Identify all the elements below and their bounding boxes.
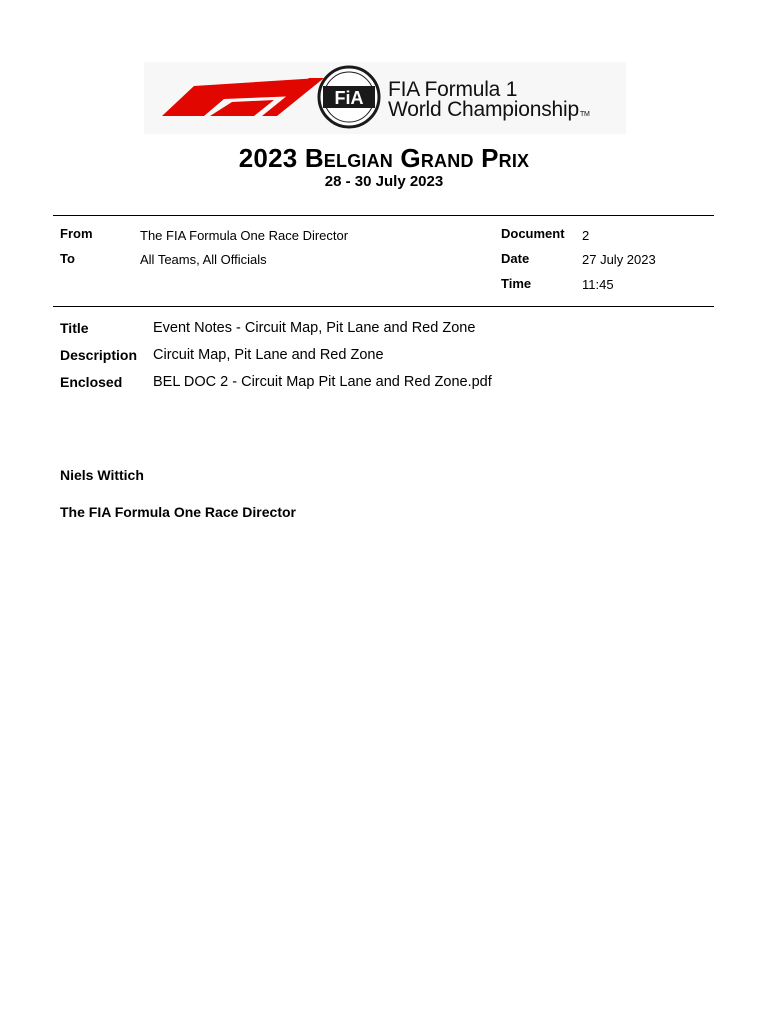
to-value: All Teams, All Officials bbox=[140, 252, 267, 267]
signatory-name: Niels Wittich bbox=[60, 467, 144, 483]
bottom-divider bbox=[53, 306, 714, 307]
document-value: 2 bbox=[582, 228, 590, 243]
enclosed-value: BEL DOC 2 - Circuit Map Pit Lane and Red Zone.pdf bbox=[153, 374, 492, 390]
event-year: 2023 bbox=[238, 143, 298, 173]
document-label: Document bbox=[501, 226, 565, 241]
title-value: Event Notes - Circuit Map, Pit Lane and Red Zone bbox=[153, 320, 476, 336]
date-label: Date bbox=[501, 251, 530, 266]
to-label: To bbox=[60, 251, 75, 266]
fia-seal-icon bbox=[319, 67, 379, 127]
f1-championship-logo bbox=[144, 62, 626, 134]
event-name: Belgian Grand Prix bbox=[304, 143, 530, 173]
time-label: Time bbox=[501, 276, 532, 291]
brand-line-2 bbox=[388, 98, 590, 122]
brand-line-2-text: World Championship bbox=[388, 98, 579, 121]
description-value: Circuit Map, Pit Lane and Red Zone bbox=[153, 347, 384, 363]
time-value: 11:45 bbox=[582, 277, 614, 292]
date-value: 27 July 2023 bbox=[582, 252, 656, 267]
from-value: The FIA Formula One Race Director bbox=[140, 228, 349, 243]
signatory-role: The FIA Formula One Race Director bbox=[60, 504, 296, 520]
event-title bbox=[0, 143, 768, 174]
brand-line-1: FIA Formula 1 bbox=[388, 78, 518, 101]
seal-text: FiA bbox=[334, 88, 364, 108]
event-dates: 28 - 30 July 2023 bbox=[324, 173, 444, 190]
trademark: TM bbox=[579, 111, 590, 118]
title-label: Title bbox=[60, 320, 89, 336]
top-divider bbox=[53, 215, 714, 216]
description-label: Description bbox=[60, 347, 138, 363]
from-label: From bbox=[60, 226, 93, 241]
enclosed-label: Enclosed bbox=[60, 374, 123, 390]
